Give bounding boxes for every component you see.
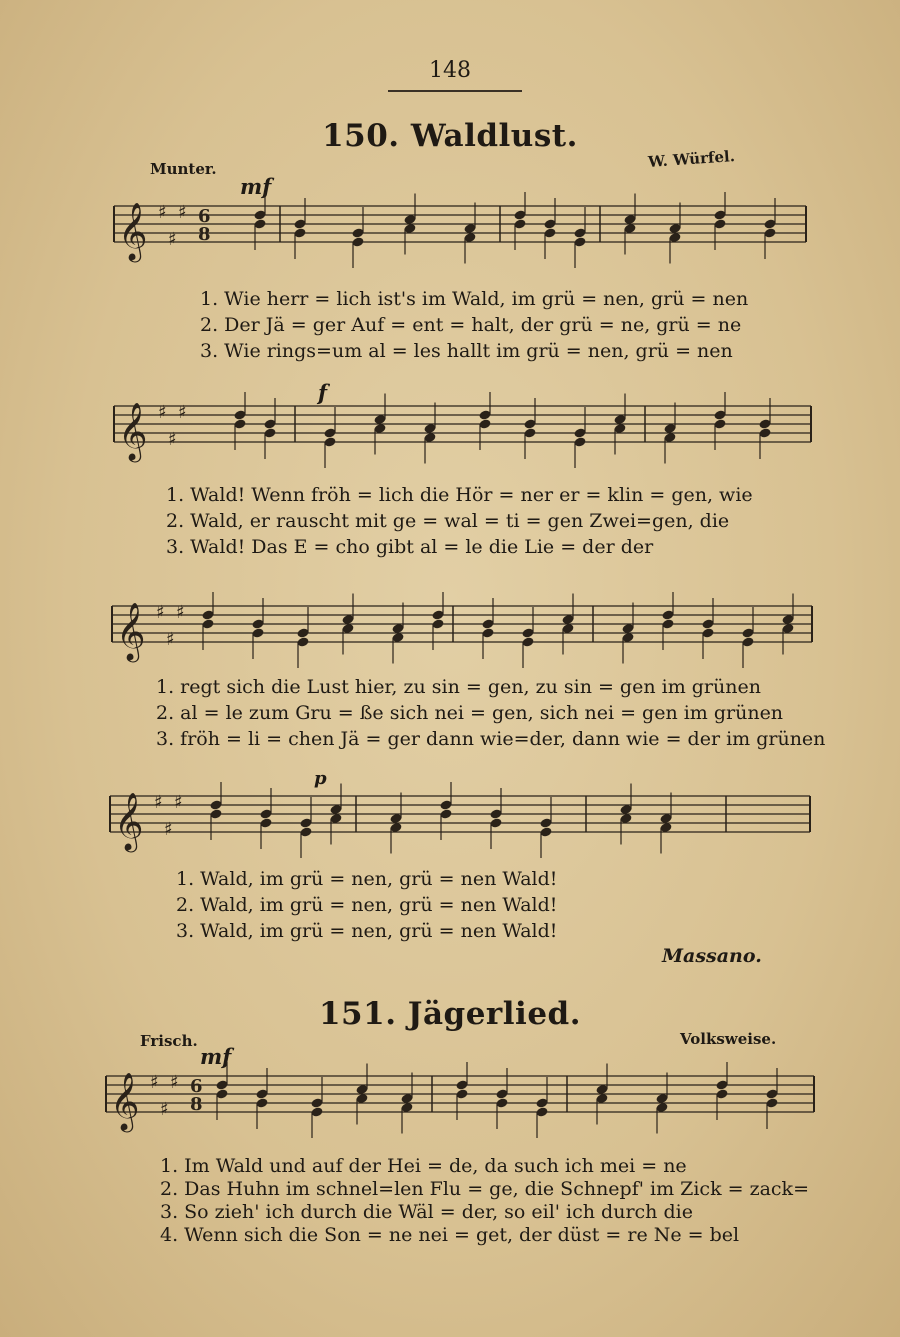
lyric-line: 1. regt sich die Lust hier, zu sin = gen, zu sin = gen im grünen	[156, 676, 761, 698]
music-staff-150-4	[106, 782, 814, 862]
treble-clef-icon: 𝄞	[116, 602, 146, 660]
dynamic-p-150: p	[314, 768, 327, 789]
dynamic-mf-150: mf	[240, 174, 272, 199]
sharp-sign-icon: ♯	[164, 819, 173, 840]
song-title-150: 150. Waldlust.	[322, 118, 578, 154]
sharp-sign-icon: ♯	[178, 402, 187, 423]
music-staff-150-2	[110, 392, 815, 472]
sharp-sign-icon: ♯	[158, 402, 167, 423]
lyric-line: 2. Das Huhn im schnel=len Flu = ge, die Schnepf' im Zick = zack=	[160, 1178, 809, 1200]
lyric-line: 3. Wie rings=um al = les hallt im grü = nen, grü = nen	[200, 340, 733, 362]
music-staff-150-3	[108, 592, 816, 672]
sharp-sign-icon: ♯	[170, 1072, 179, 1093]
treble-clef-icon: 𝄞	[110, 1072, 140, 1130]
tempo-marking-150: Munter.	[150, 160, 217, 178]
composer-150: W. Würfel.	[647, 146, 736, 172]
lyric-line: 3. Wald, im grü = nen, grü = nen Wald!	[176, 920, 558, 942]
dynamic-mf-151: mf	[200, 1044, 232, 1069]
sharp-sign-icon: ♯	[150, 1072, 159, 1093]
lyric-line: 1. Wie herr = lich ist's im Wald, im grü = nen, grü = nen	[200, 288, 749, 310]
time-signature-icon: 8	[190, 1094, 203, 1115]
time-signature-icon: 8	[198, 224, 211, 245]
song-title-151: 151. Jägerlied.	[318, 996, 582, 1032]
sharp-sign-icon: ♯	[174, 792, 183, 813]
treble-clef-icon: 𝄞	[114, 792, 144, 850]
sharp-sign-icon: ♯	[178, 202, 187, 223]
lyric-line: 3. So zieh' ich durch die Wäl = der, so eil' ich durch die	[160, 1201, 693, 1223]
lyric-line: 2. Der Jä = ger Auf = ent = halt, der grü = ne, grü = ne	[200, 314, 742, 336]
page-number-rule	[388, 90, 522, 92]
treble-clef-icon: 𝄞	[118, 202, 148, 260]
sharp-sign-icon: ♯	[168, 229, 177, 250]
composer-151: Volksweise.	[680, 1030, 777, 1048]
sharp-sign-icon: ♯	[176, 602, 185, 623]
lyrics-151-1	[160, 1155, 809, 1247]
music-staff-150-1	[110, 192, 810, 272]
lyric-line: 2. Wald, im grü = nen, grü = nen Wald!	[176, 894, 558, 916]
treble-clef-icon: 𝄞	[118, 402, 148, 460]
time-signature-icon: 6	[198, 206, 211, 227]
lyric-line: 3. fröh = li = chen Jä = ger dann wie=der, dann wie = der im grünen	[156, 728, 826, 750]
lyrics-150-1	[200, 286, 748, 364]
sharp-sign-icon: ♯	[166, 629, 175, 650]
music-staff-151-1	[102, 1062, 818, 1146]
lyric-line: 2. Wald, er rauscht mit ge = wal = ti = gen Zwei=gen, die	[166, 510, 730, 532]
dynamic-f-150: f	[318, 380, 328, 405]
lyric-line: 1. Wald! Wenn fröh = lich die Hör = ner er = klin = gen, wie	[166, 484, 753, 506]
sharp-sign-icon: ♯	[154, 792, 163, 813]
lyric-line: 3. Wald! Das E = cho gibt al = le die Lie = der der	[166, 536, 654, 558]
tempo-marking-151: Frisch.	[140, 1032, 198, 1050]
lyrics-150-2	[166, 482, 753, 560]
sharp-sign-icon: ♯	[156, 602, 165, 623]
lyric-line: 4. Wenn sich die Son = ne nei = get, der düst = re Ne = bel	[160, 1224, 740, 1246]
sharp-sign-icon: ♯	[160, 1099, 169, 1120]
lyric-line: 2. al = le zum Gru = ße sich nei = gen, sich nei = gen im grünen	[156, 702, 784, 724]
lyric-line: 1. Im Wald und auf der Hei = de, da such ich mei = ne	[160, 1155, 687, 1177]
sharp-sign-icon: ♯	[168, 429, 177, 450]
lyricist-signature: Massano.	[662, 945, 762, 967]
time-signature-icon: 6	[190, 1076, 203, 1097]
lyrics-150-4	[176, 866, 557, 944]
lyric-line: 1. Wald, im grü = nen, grü = nen Wald!	[176, 868, 558, 890]
sharp-sign-icon: ♯	[158, 202, 167, 223]
page-number: 148	[429, 58, 471, 83]
lyrics-150-3	[156, 674, 825, 752]
